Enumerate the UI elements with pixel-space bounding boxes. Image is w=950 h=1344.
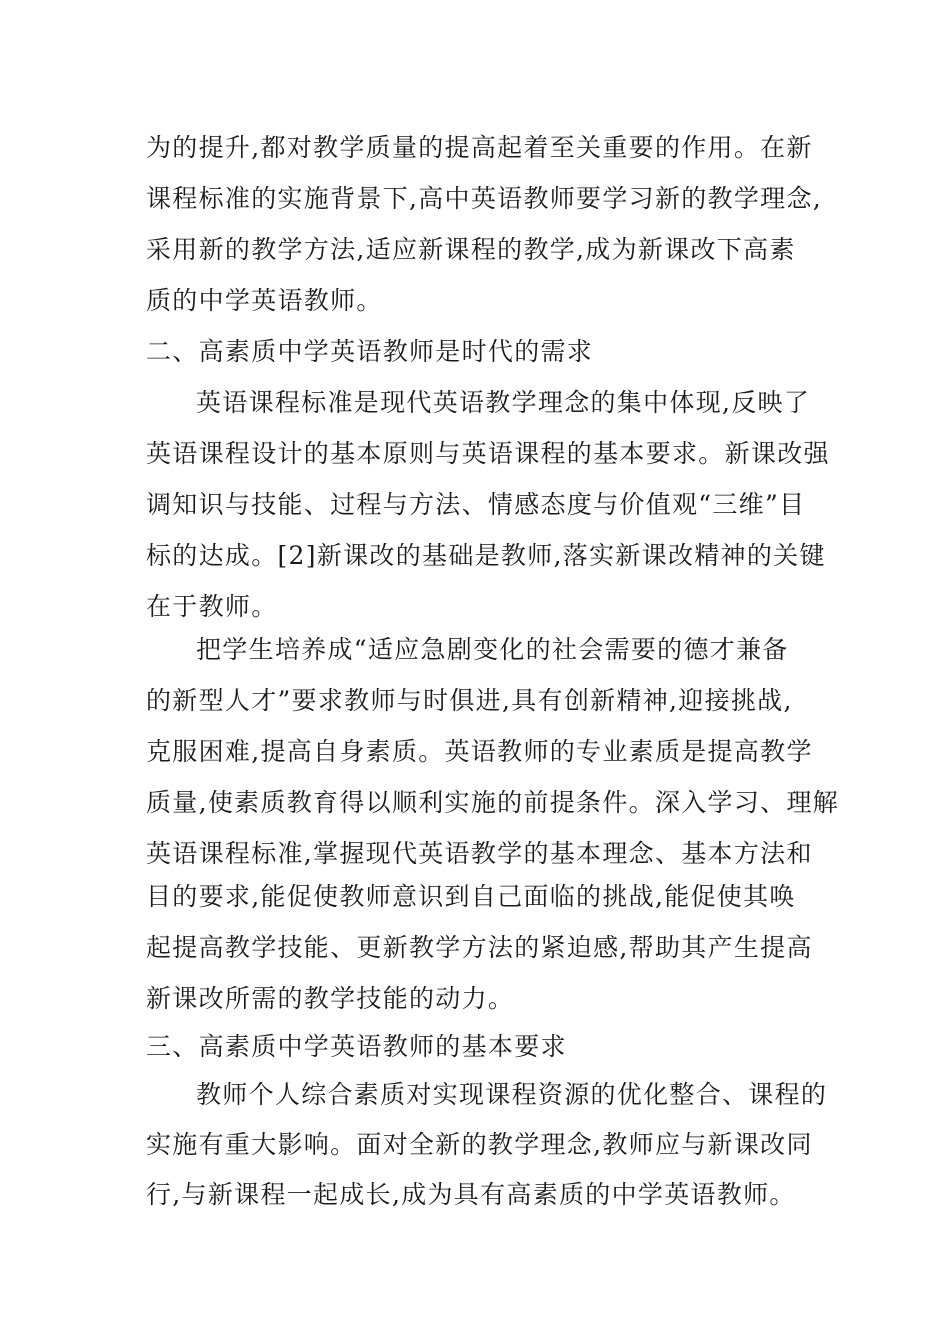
paragraph-line: 标的达成。[2]新课改的基础是教师,落实新课改精神的关键 — [146, 541, 826, 570]
section-heading: 三、高素质中学英语教师的基本要求 — [146, 1032, 567, 1061]
paragraph-line: 新课改所需的教学技能的动力。 — [146, 984, 515, 1013]
paragraph-line: 英语课程标准是现代英语教学理念的集中体现,反映了 — [196, 388, 811, 417]
paragraph-line: 实施有重大影响。面对全新的教学理念,教师应与新课改同 — [146, 1130, 813, 1159]
paragraph-line: 质的中学英语教师。 — [146, 286, 383, 315]
paragraph-line: 起提高教学技能、更新教学方法的紧迫感,帮助其产生提高 — [146, 933, 813, 962]
section-heading: 二、高素质中学英语教师是时代的需求 — [146, 337, 594, 366]
paragraph-line: 目的要求,能促使教师意识到自己面临的挑战,能促使其唤 — [146, 882, 796, 911]
paragraph-line: 为的提升,都对教学质量的提高起着至关重要的作用。在新 — [146, 133, 813, 162]
paragraph-line: 把学生培养成“适应急剧变化的社会需要的德才兼备 — [196, 635, 789, 664]
paragraph-line: 质量,使素质教育得以顺利实施的前提条件。深入学习、理解 — [146, 788, 840, 817]
paragraph-line: 教师个人综合素质对实现课程资源的优化整合、课程的 — [196, 1080, 828, 1109]
paragraph-line: 行,与新课程一起成长,成为具有高素质的中学英语教师。 — [146, 1180, 796, 1209]
paragraph-line: 采用新的教学方法,适应新课程的教学,成为新课改下高素 — [146, 235, 796, 264]
paragraph-line: 克服困难,提高自身素质。英语教师的专业素质是提高教学 — [146, 737, 813, 766]
paragraph-line: 英语课程标准,掌握现代英语教学的基本理念、基本方法和 — [146, 839, 813, 868]
paragraph-line: 的新型人才”要求教师与时俱进,具有创新精神,迎接挑战, — [146, 686, 793, 715]
paragraph-line: 课程标准的实施背景下,高中英语教师要学习新的教学理念, — [146, 184, 822, 213]
paragraph-line: 调知识与技能、过程与方法、情感态度与价值观“三维”目 — [146, 490, 806, 519]
paragraph-line: 英语课程设计的基本原则与英语课程的基本要求。新课改强 — [146, 439, 830, 468]
paragraph-line: 在于教师。 — [146, 592, 278, 621]
